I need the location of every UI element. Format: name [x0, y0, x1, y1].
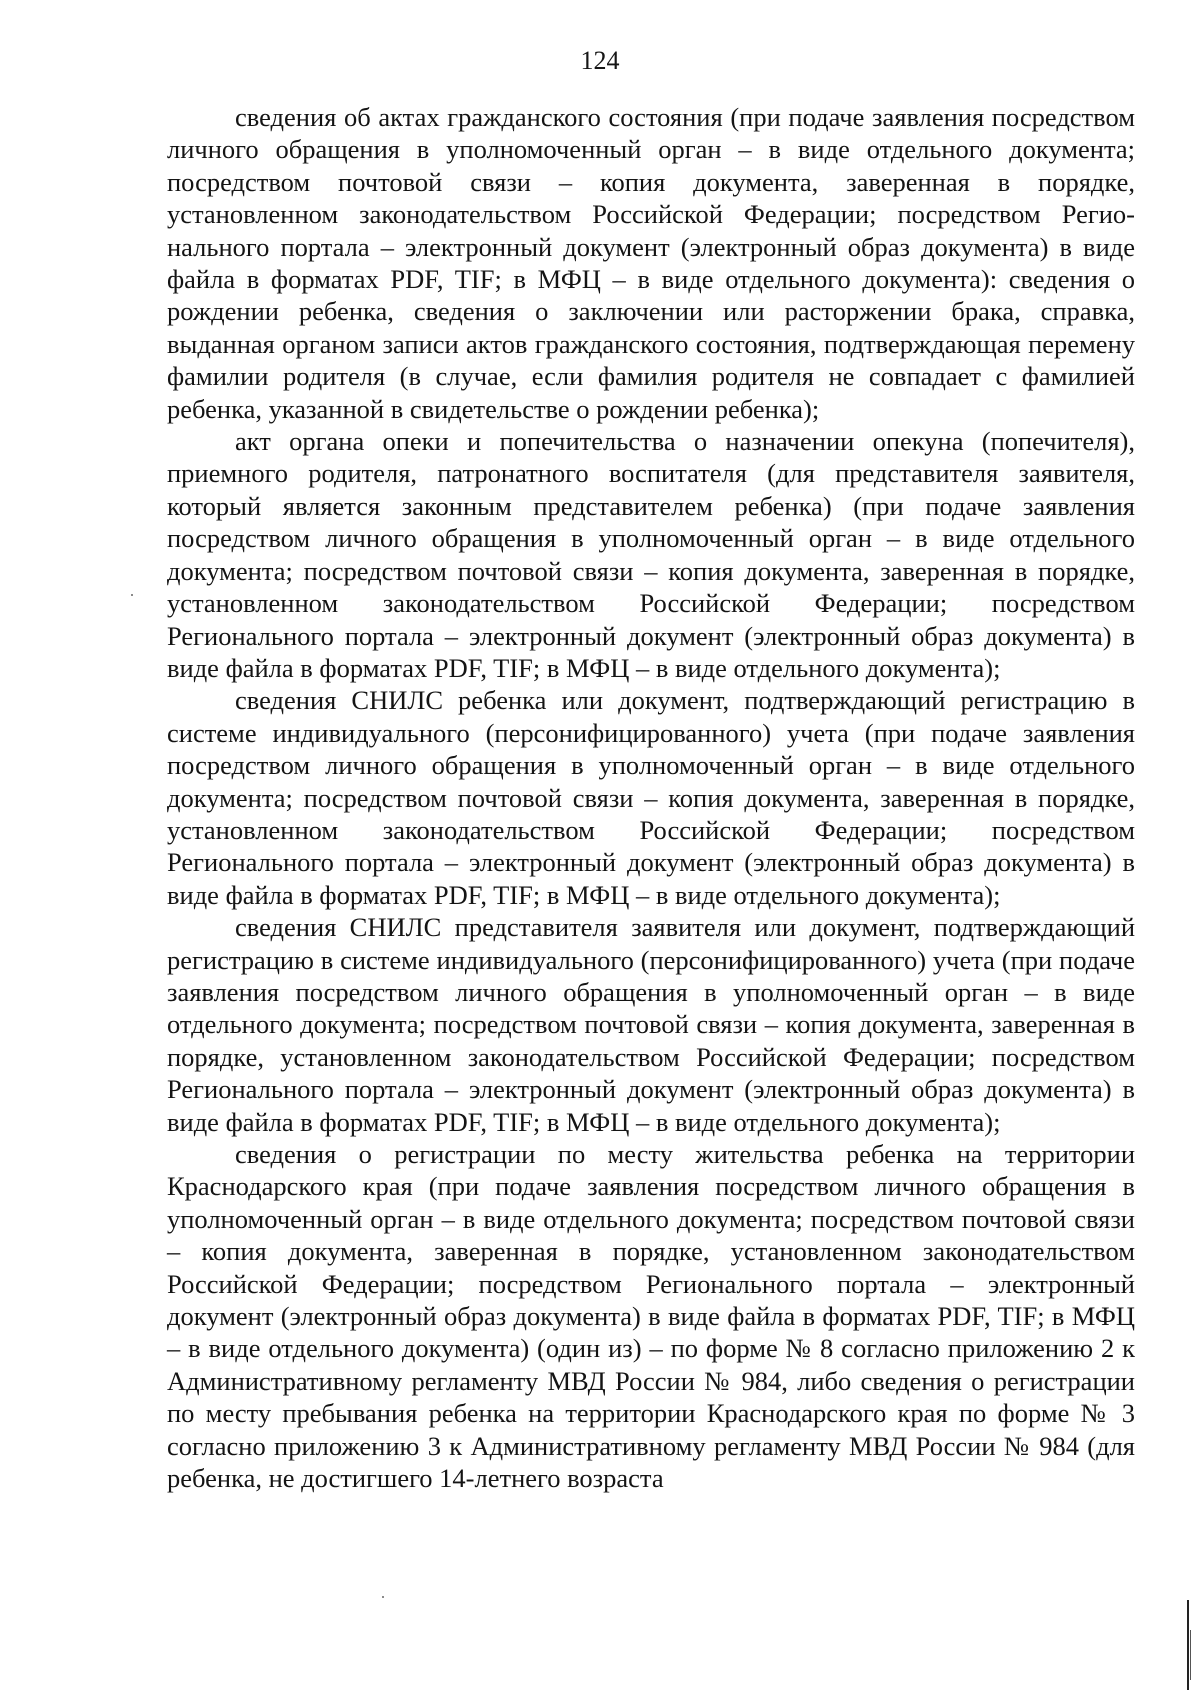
scan-edge-mark	[1190, 1630, 1191, 1680]
scan-edge-mark	[1187, 1600, 1189, 1690]
paragraph-guardianship-act: акт органа опеки и попечительства о назначении опекуна (попечителя), приемного родителя, патронатного воспитателя (для представителя заявителя, который является законным представителем ребенка) (при подаче заявления посредством личного обращения в уполномоченный орган – в виде отдельного документа; посредством почтовой связи – копия документа, заверенная в порядке, установленном законодательством Российской Федерации; посредством Регионального портала – электронный документ (электронный образ документа) в виде файла в форматах PDF, TIF; в МФЦ – в виде отдельного документа);	[167, 426, 1135, 683]
paragraph-child-snils: сведения СНИЛС ребенка или документ, подтверждающий регистрацию в системе индивидуального (персонифицированного) учета (при подаче заявления посредством личного обращения в уполномоченный орган – в виде отдельного документа; посредством почтовой связи – копия документа, заверенная в порядке, установленном законодательством Российской Федерации; посредством Регионального портала – электронный документ (электронный образ документа) в виде файла в форматах PDF, TIF; в МФЦ – в виде отдельного документа);	[167, 685, 1135, 910]
paragraph-residence-registration: сведения о регистрации по месту жительства ребенка на территории Краснодарского края (при подаче заявления посредством личного обращения в уполномоченный орган – в виде отдельного документа; посредством почтовой связи – копия документа, заверенная в порядке, установленном законодательством Российской Федерации; посредством Регионального портала – электронный документ (электронный образ документа) в виде файла в форматах PDF, TIF; в МФЦ – в виде отдельного документа) (один из) – по форме № 8 согласно приложению 2 к Административному регламенту МВД России № 984, либо сведения о регистрации по месту пребывания ребенка на территории Краснодарского края по форме № 3 согласно приложению 3 к Административному регламенту МВД России № 984 (для ребенка, не достигшего 14-летнего возраста	[167, 1139, 1135, 1494]
paragraph-civil-status-records: сведения об актах гражданского состояния (при подаче заявления посредством личного обращения в уполномоченный орган – в виде отдельного документа; посредством почтовой связи – копия документа, заверенная в порядке, установленном законодательством Российской Федерации; посредством Регионального портала – электронный документ (электронный образ документа) в виде файла в форматах PDF, TIF; в МФЦ – в виде отдельного документа): сведения о рождении ребенка, сведения о заключении или расторжении брака, справка, выданная органом записи актов гражданского состояния, подтверждающая перемену фамилии родителя (в случае, если фамилия родителя не совпадает с фамилией ребенка, указанной в свидетельстве о рождении ребенка);	[167, 102, 1135, 424]
scan-speck	[131, 594, 133, 596]
page-number: 124	[580, 46, 620, 75]
paragraph-representative-snils: сведения СНИЛС представителя заявителя или документ, подтверждающий регистрацию в системе индивидуального (персонифицированного) учета (при подаче заявления посредством личного обращения в уполномоченный орган – в виде отдельного документа; посредством почтовой связи – копия документа, заверенная в порядке, установленном законодательством Российской Федерации; посредством Регионального портала – электронный документ (электронный образ документа) в виде файла в форматах PDF, TIF; в МФЦ – в виде отдельного документа);	[167, 912, 1135, 1137]
document-body	[167, 101, 1135, 1494]
scan-speck	[382, 1596, 384, 1598]
